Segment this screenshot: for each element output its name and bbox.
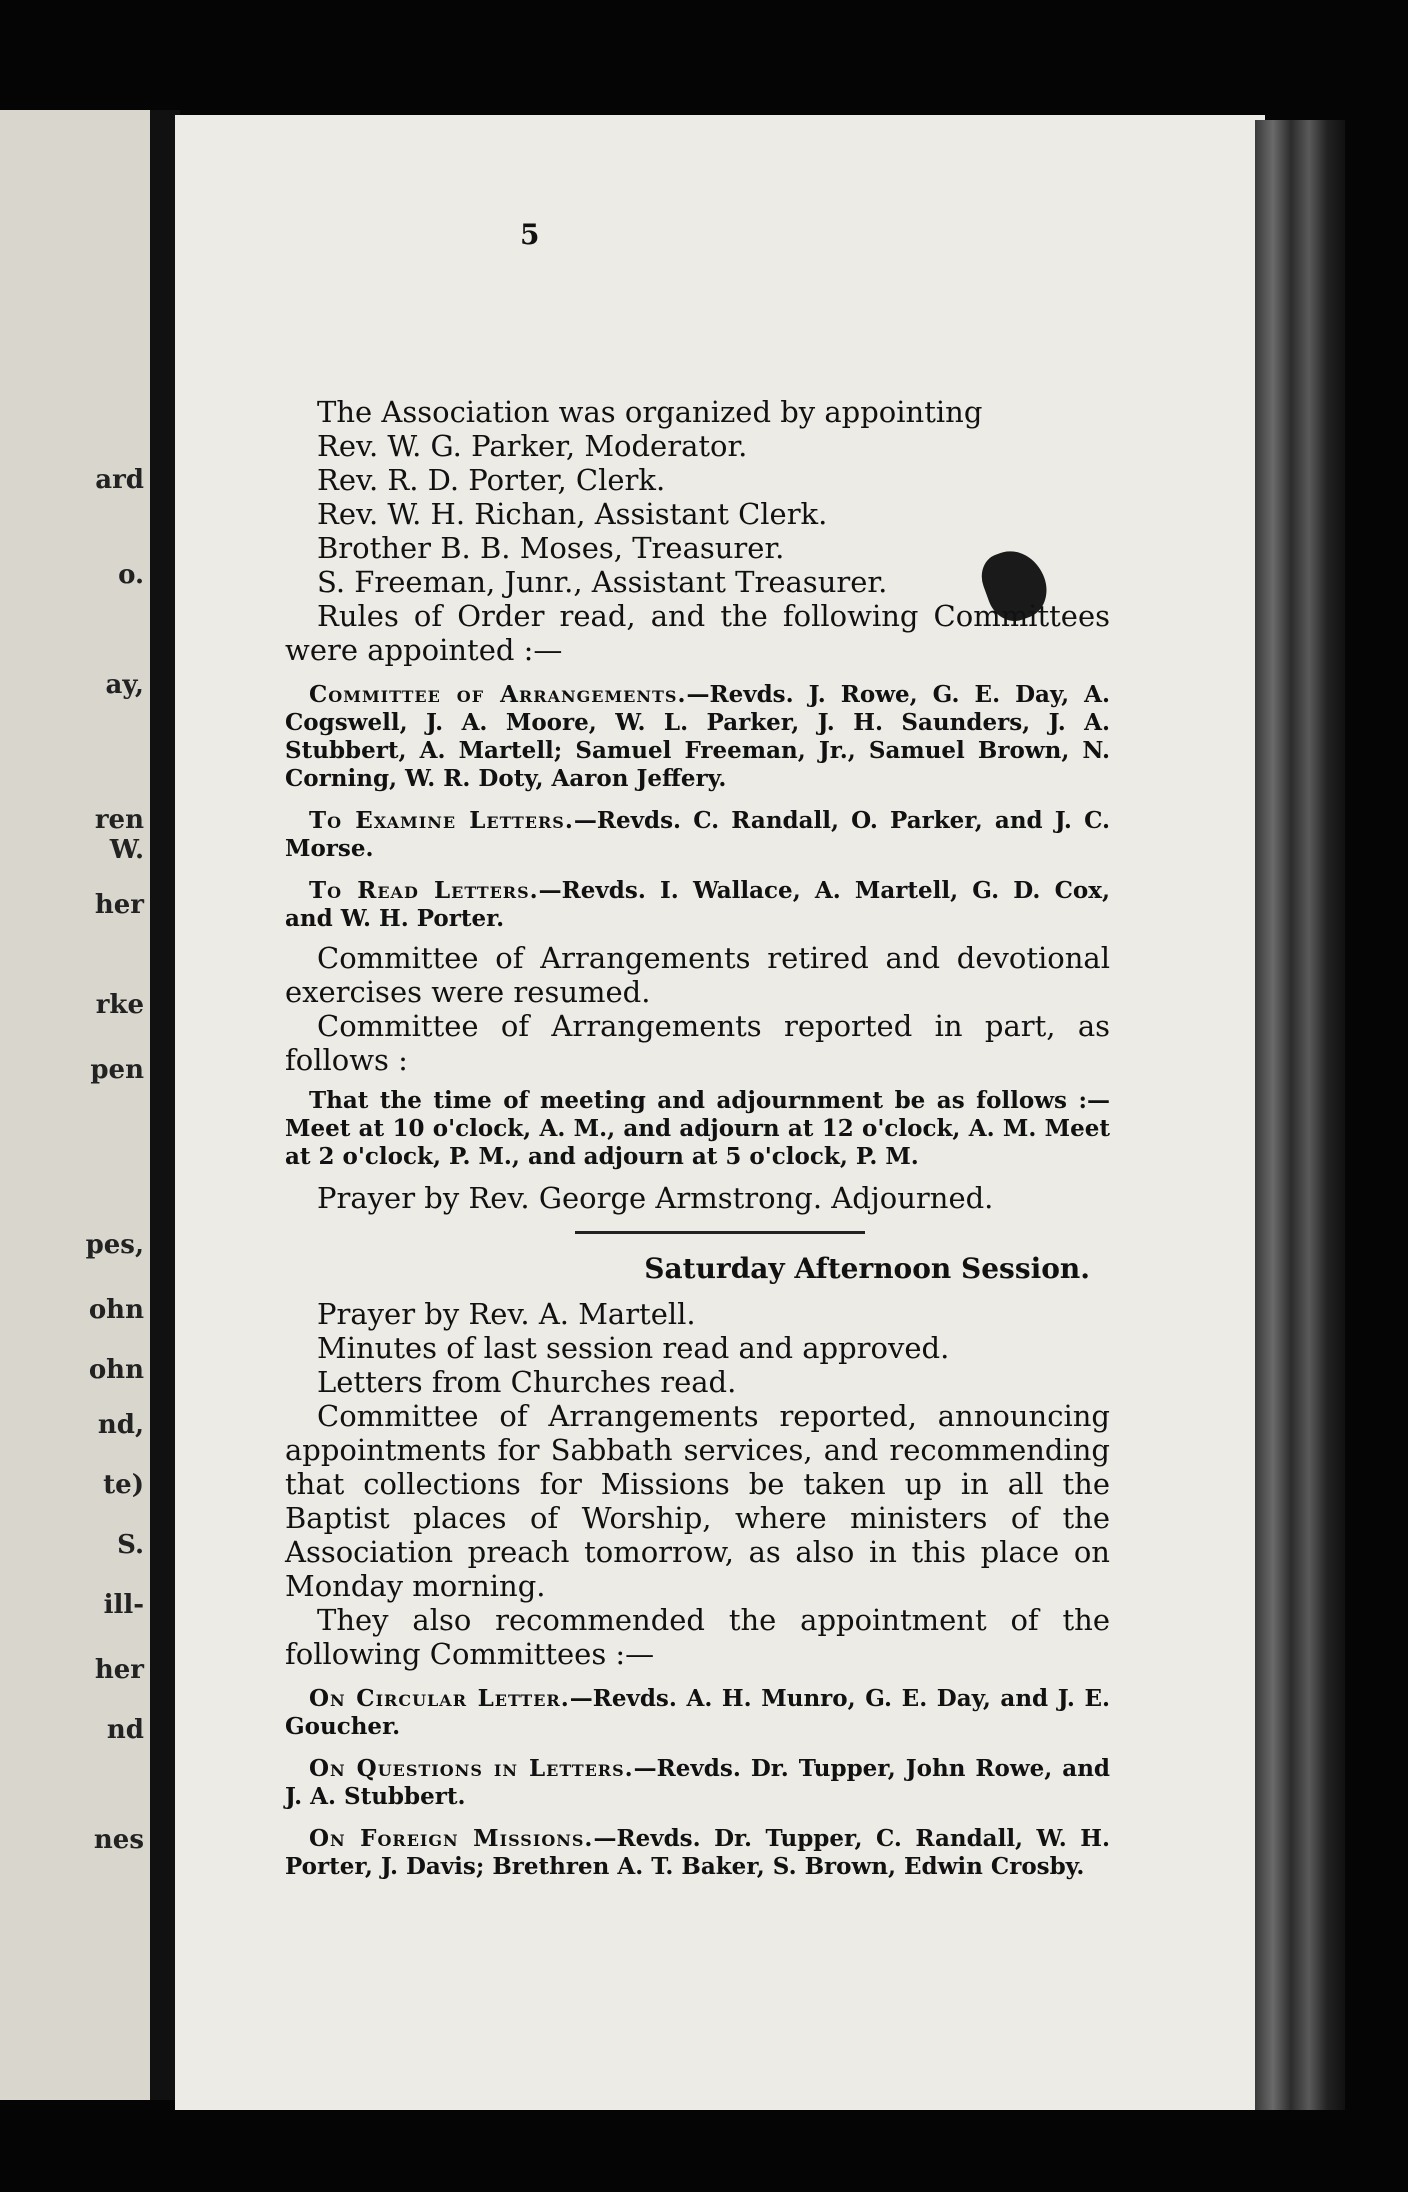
committee-label: To Read Letters.: [309, 877, 539, 904]
committee-entry: [285, 1685, 1110, 1741]
fragment-text: nd,: [97, 1410, 144, 1440]
page-content: [285, 395, 1110, 1881]
organization-intro: The Association was organized by appointing: [317, 395, 983, 429]
committee-members: —Revds. C. Randall, O. Parker, and J. C. Morse.: [285, 807, 1110, 862]
afternoon-line: Prayer by Rev. A. Martell.: [317, 1297, 696, 1331]
committee-entry: [285, 681, 1110, 793]
fragment-text: ill-: [103, 1590, 144, 1620]
fragment-text: nes: [93, 1825, 144, 1855]
fragment-text: te): [103, 1470, 144, 1500]
committee-members: —Revds. I. Wallace, A. Martell, G. D. Cox, and W. H. Porter.: [285, 877, 1110, 932]
committee-members: —Revds. A. H. Munro, G. E. Day, and J. E. Goucher.: [285, 1685, 1110, 1740]
fragment-text: o.: [118, 560, 144, 590]
committee-entry: [285, 1755, 1110, 1811]
officer-line: Rev. W. H. Richan, Assistant Clerk.: [317, 497, 828, 531]
fragment-text: ren: [94, 805, 144, 835]
afternoon-line: Letters from Churches read.: [317, 1365, 737, 1399]
committee-label: On Foreign Missions.: [309, 1825, 594, 1852]
fragment-text: W.: [109, 835, 144, 865]
fragment-text: ohn: [88, 1355, 144, 1385]
fragment-text: ohn: [88, 1295, 144, 1325]
fragment-text: pes,: [85, 1230, 144, 1260]
fragment-text: her: [94, 890, 144, 920]
committee-label: To Examine Letters.: [309, 807, 574, 834]
committee-members: —Revds. Dr. Tupper, John Rowe, and J. A. Stubbert.: [285, 1755, 1111, 1810]
facing-page-fragment: [0, 110, 150, 2100]
committee-entry: [285, 1825, 1110, 1881]
officer-line: Rev. R. D. Porter, Clerk.: [317, 463, 666, 497]
committee-entry: [285, 877, 1110, 933]
committee-label: On Questions in Letters.: [309, 1755, 634, 1782]
time-report: That the time of meeting and adjournment be as follows :—Meet at 10 o'clock, A. M., and adjourn at 12 o'clock, A. M. Meet at 2 o'clock, P. M., and adjourn at 5 o'clock, P. M.: [285, 1087, 1110, 1170]
section-divider: [575, 1231, 865, 1234]
afternoon-line: Minutes of last session read and approved.: [317, 1331, 950, 1365]
rules-paragraph: Rules of Order read, and the following Committees were appointed :—: [285, 599, 1110, 667]
officer-line: S. Freeman, Junr., Assistant Treasurer.: [317, 565, 888, 599]
committee-label: On Circular Letter.: [309, 1685, 570, 1712]
officer-line: Rev. W. G. Parker, Moderator.: [317, 429, 748, 463]
fragment-text: S.: [117, 1530, 144, 1560]
page-number: 5: [520, 218, 540, 251]
arrangements-report: Committee of Arrangements reported, announcing appointments for Sabbath services, and recommending that collections for Missions be taken up in all the Baptist places of Worship, where ministers of the Association preach tomorrow, as also in this place on Monday morning.: [285, 1399, 1110, 1603]
session-heading: Saturday Afternoon Session.: [644, 1252, 1090, 1285]
page-edges: [1255, 120, 1345, 2110]
fragment-text: her: [94, 1655, 144, 1685]
proceeding-paragraph: Committee of Arrangements reported in part, as follows :: [285, 1009, 1110, 1077]
fragment-text: pen: [90, 1055, 144, 1085]
fragment-text: rke: [95, 990, 144, 1020]
prayer-adjourned: Prayer by Rev. George Armstrong. Adjourned.: [317, 1181, 994, 1215]
officer-line: Brother B. B. Moses, Treasurer.: [317, 531, 785, 565]
fragment-text: ay,: [105, 670, 144, 700]
committee-members: —Revds. J. Rowe, G. E. Day, A. Cogswell, J. A. Moore, W. L. Parker, J. H. Saunders, J. A. Stubbert, A. Martell; Samuel Freeman, Jr., Samuel Brown, N. Corning, W. R. Doty, Aaron Jeffery.: [285, 681, 1110, 792]
committee-label: Committee of Arrangements.: [309, 681, 687, 708]
committee-members: —Revds. Dr. Tupper, C. Randall, W. H. Porter, J. Davis; Brethren A. T. Baker, S. Brown, Edwin Crosby.: [285, 1825, 1110, 1880]
recommend-line: They also recommended the appointment of the following Committees :—: [285, 1603, 1110, 1671]
committee-entry: [285, 807, 1110, 863]
fragment-text: ard: [95, 465, 144, 495]
proceeding-paragraph: Committee of Arrangements retired and devotional exercises were resumed.: [285, 941, 1110, 1009]
fragment-text: nd: [106, 1715, 144, 1745]
